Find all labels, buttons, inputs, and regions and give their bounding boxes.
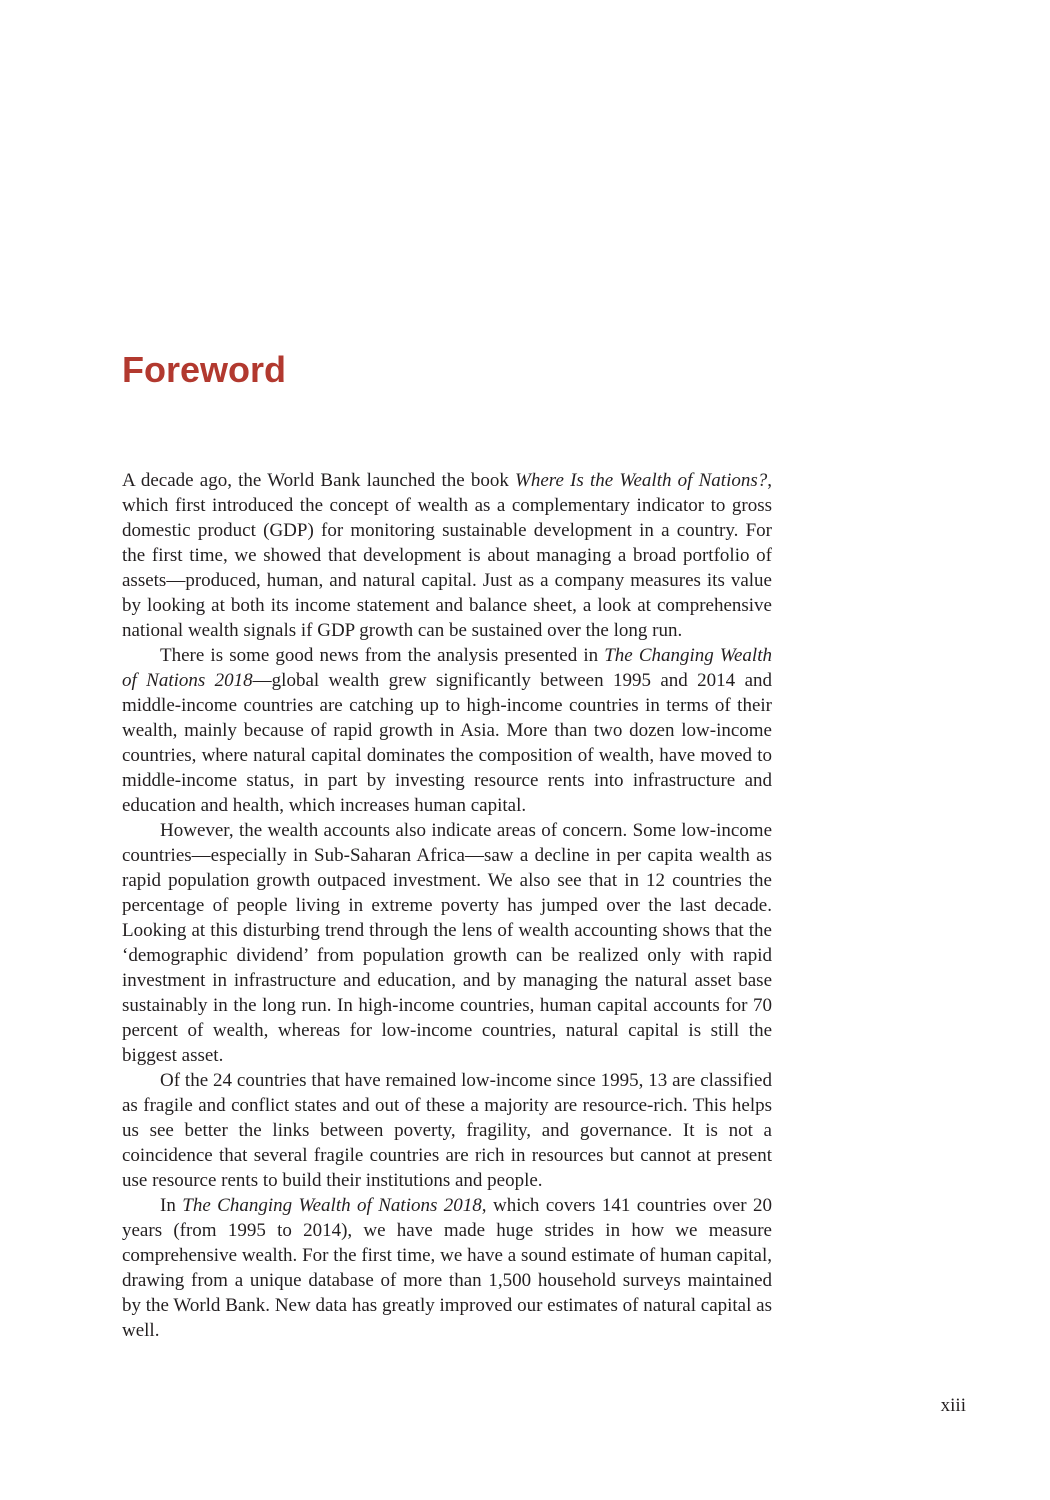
- paragraph: [122, 643, 772, 818]
- text-run: , which covers 141 countries over 20 years (from 1995 to 2014), we have made huge strides in how we measure comprehensive wealth. For the first time, we have a sound estimate of human capital, drawing from a unique database of more than 1,500 household surveys maintained by the World Bank. New data has greatly improved our estimates of natural capital as well.: [122, 1195, 772, 1341]
- text-run: However, the wealth accounts also indicate areas of concern. Some low-income countries—especially in Sub-Saharan Africa—saw a decline in per capita wealth as rapid population growth outpaced investment. We also see that in 12 countries the percentage of people living in extreme poverty has jumped over the last decade. Looking at this disturbing trend through the lens of wealth accounting shows that the ‘demographic dividend’ from population growth can be realized only with rapid investment in infrastructure and education, and by managing the natural asset base sustainably in the long run. In high-income countries, human capital accounts for 70 percent of wealth, whereas for low-income countries, natural capital is still the biggest asset.: [122, 820, 772, 1066]
- book-title-italic: Where Is the Wealth of Nations?: [515, 470, 768, 491]
- text-run: There is some good news from the analysis presented in: [160, 645, 605, 666]
- page-title: Foreword: [122, 349, 287, 390]
- text-run: A decade ago, the World Bank launched the book: [122, 470, 516, 491]
- paragraph: [122, 468, 772, 643]
- book-title-italic: The Changing Wealth of Nations 2018: [182, 1195, 482, 1216]
- text-run: , which first introduced the concept of wealth as a complementary indicator to gross domestic product (GDP) for monitoring sustainable development in a country. For the first time, we showed that development is about managing a broad portfolio of assets—produced, human, and natural capital. Just as a company measures its value by looking at both its income statement and balance sheet, a look at comprehensive national wealth signals if GDP growth can be sustained over the long run.: [122, 470, 772, 641]
- text-run: In: [160, 1195, 183, 1216]
- page-number: xiii: [940, 1395, 966, 1416]
- text-run: —global wealth grew significantly between 1995 and 2014 and middle-income countries are catching up to high-income countries in terms of their wealth, mainly because of rapid growth in Asia. More than two dozen low-income countries, where natural capital dominates the composition of wealth, have moved to middle-income status, in part by investing resource rents into infrastructure and education and health, which increases human capital.: [122, 670, 772, 816]
- text-run: Of the 24 countries that have remained low-income since 1995, 13 are classified as fragile and conflict states and out of these a majority are resource-rich. This helps us see better the links between poverty, fragility, and governance. It is not a coincidence that several fragile countries are rich in resources but cannot at present use resource rents to build their institutions and people.: [122, 1070, 772, 1191]
- paragraph: [122, 818, 772, 1068]
- paragraph: [122, 1068, 772, 1193]
- book-title-italic: The Changing Wealth of Nations 2018: [122, 645, 772, 691]
- foreword-body: [122, 468, 772, 1343]
- paragraph: [122, 1193, 772, 1343]
